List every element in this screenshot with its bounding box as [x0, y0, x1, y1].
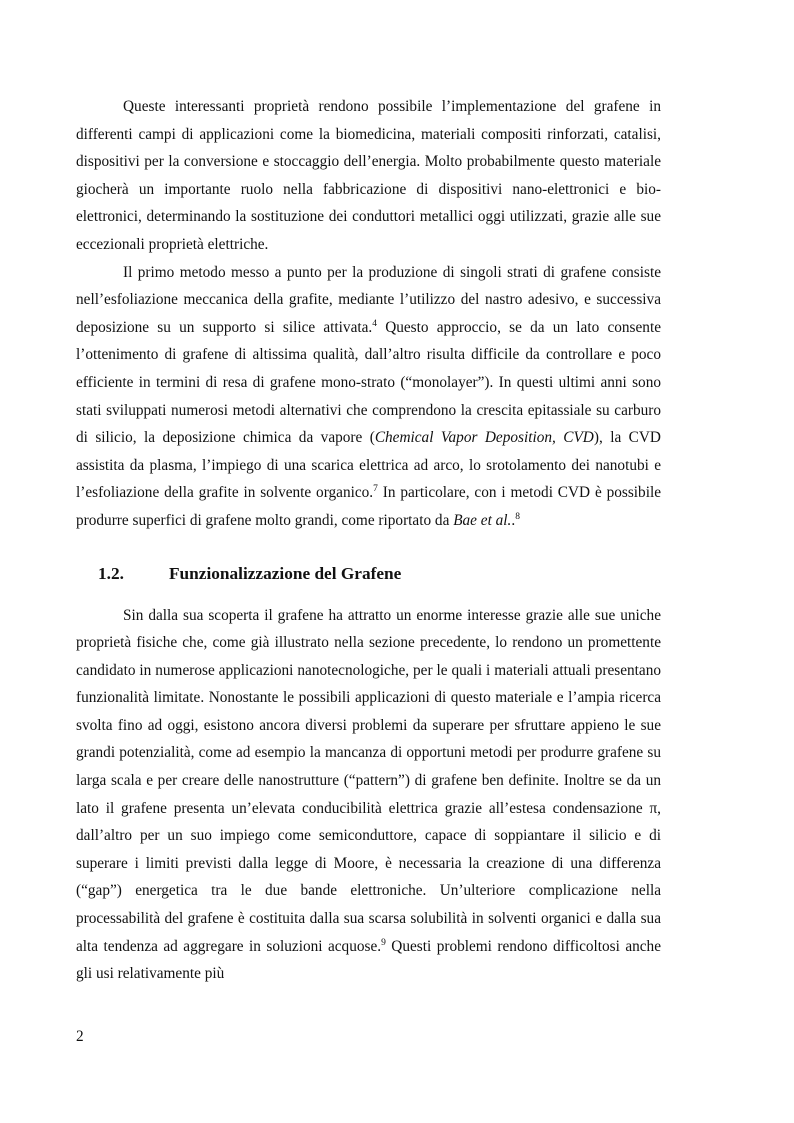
- paragraph-functionalization: [76, 602, 661, 988]
- paragraph-text: Questi problemi rendono difficoltosi anche gli usi relativamente più: [76, 937, 661, 983]
- paragraph-text: .: [511, 511, 516, 529]
- italic-term: Chemical Vapor Deposition, CVD: [374, 429, 594, 447]
- paragraph-production-methods: [76, 259, 661, 535]
- citation-ref: 9: [381, 937, 386, 948]
- paragraph-text: Il primo metodo messo a punto per la produzione di singoli strati di grafene consiste nell’esfoliazione meccanica della grafite, mediante l’utilizzo del nastro adesivo, e successiva deposizione su un supporto si silice attivata.: [76, 263, 661, 336]
- page-body: [76, 93, 661, 988]
- page-number: 2: [76, 1028, 84, 1045]
- section-title: Funzionalizzazione del Grafene: [169, 563, 402, 583]
- citation-ref: 8: [515, 511, 520, 522]
- citation-ref: 7: [373, 484, 378, 495]
- paragraph-text: Queste interessanti proprietà rendono possibile l’implementazione del grafene in differenti campi di applicazioni come la biomedicina, materiali compositi rinforzati, catalisi, dispositivi per la conversione e stoccaggio dell’energia. Molto probabilmente questo materiale giocherà un importante ruolo nella fabbricazione di dispositivi nano-elettronici e bio-elettronici, determinando la sostituzione dei conduttori metallici oggi utilizzati, grazie alle sue eccezionali proprietà elettriche.: [76, 98, 661, 253]
- paragraph-text: Questo approccio, se da un lato consente l’ottenimento di grafene di altissima qualità, dall’altro risulta difficile da controllare e poco efficiente in termini di resa di grafene mono-strato (“monolayer”). In questi ultimi anni sono stati sviluppati numerosi metodi alternativi che comprendono la crescita epitassiale su carburo di silicio, la deposizione chimica da vapore (: [76, 318, 661, 447]
- paragraph-text: In particolare, con i metodi CVD è possibile produrre superfici di grafene molto grandi, come riportato da: [76, 484, 661, 529]
- paragraph-applications: [76, 93, 661, 259]
- section-number: 1.2.: [98, 563, 124, 583]
- paragraph-text: Sin dalla sua scoperta il grafene ha attratto un enorme interesse grazie alle sue uniche proprietà fisiche che, come già illustrato nella sezione precedente, lo rendono un promettente candidato in numerose applicazioni nanotecnologiche, per le quali i materiali attuali presentano funzionalità limitate. Nonostante le possibili applicazioni di questo materiale e l’ampia ricerca svolta fino ad oggi, esistono ancora diversi problemi da superare per sfruttare appieno le sue grandi potenzialità, come ad esempio la mancanza di opportuni metodi per produrre grafene su larga scala e per creare delle nanostrutture (“pattern”) di grafene ben definite. Inoltre se da un lato il grafene presenta un’elevata conducibilità elettrica grazie all’estesa condensazione π, dall’altro per un suo impiego come semiconduttore, capace di soppiantare il silicio e di superare i limiti previsti dalla legge di Moore, è necessaria la creazione di una differenza (“gap”) energetica tra le due bande elettroniche. Un’ulteriore complicazione nella processabilità del grafene è costituita dalla sua scarsa solubilità in solventi organici e dalla sua alta tendenza ad aggregare in soluzioni acquose.: [76, 606, 661, 955]
- section-heading: [76, 559, 661, 589]
- italic-author: Bae et al.: [453, 511, 512, 529]
- paragraph-text: ), la CVD assistita da plasma, l’impiego di una scarica elettrica ad arco, lo srotolamento dei nanotubi e l’esfoliazione della grafite in solvente organico.: [76, 429, 661, 502]
- citation-ref: 4: [372, 318, 377, 329]
